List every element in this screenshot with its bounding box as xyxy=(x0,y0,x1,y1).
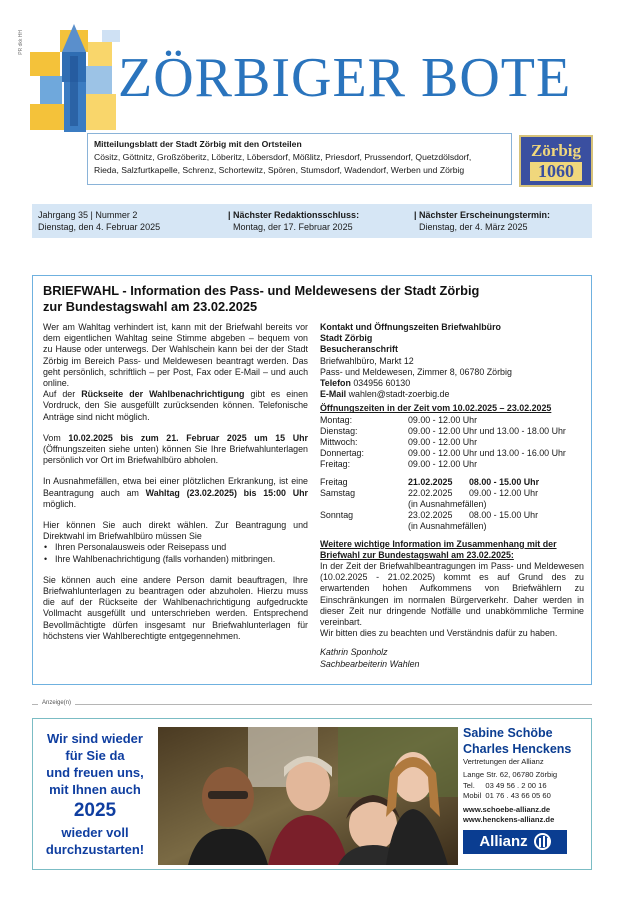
p3-bold: 10.02.2025 bis zum 21. Februar 2025 um 15 Uhr xyxy=(68,432,308,443)
table-row xyxy=(320,488,539,499)
print-code: PR dkk HH xyxy=(18,30,24,55)
contact-heading: Kontakt und Öffnungszeiten Briefwahlbüro xyxy=(320,322,501,332)
special-day: Samstag xyxy=(320,487,356,498)
p2-bold: Rückseite der Wahlbenachrichtigung xyxy=(81,389,245,400)
slogan-line: Wir sind wieder xyxy=(47,730,143,746)
allianz-logo xyxy=(463,830,567,854)
more-info-heading: Weitere wichtige Information im Zusammenhang mit der Briefwahl zur Bundestagswahl am 23.02.2025: xyxy=(320,538,557,560)
table-row xyxy=(320,510,539,521)
redaktion-label: | Nächster Redaktionsschluss: xyxy=(228,210,360,220)
erscheinung-date: Dienstag, der 4. März 2025 xyxy=(419,222,528,232)
p2-pre: Auf der xyxy=(43,389,82,400)
hours-day: Donnertag: xyxy=(320,448,364,459)
special-time: 08.00 - 15.00 Uhr xyxy=(469,476,540,487)
list-item: • Ihren Personalausweis oder Reisepass und xyxy=(43,542,308,553)
hours-time: 09.00 - 12.00 Uhr xyxy=(408,414,478,425)
newspaper-title: ZÖRBIGER BOTE xyxy=(118,47,572,109)
allianz-brand: Allianz xyxy=(479,832,528,850)
ad-label: Anzeige(n) xyxy=(38,700,75,706)
agent-role: Vertretungen der Allianz xyxy=(463,757,544,766)
team-photo xyxy=(158,727,458,865)
email-address[interactable]: wahlen@stadt-zoerbig.de xyxy=(348,389,450,400)
p2-post: gibt es einen Vordruck, den Sie ausgefüllt zurücksenden können. Telefonische Anträge sind nicht möglich. xyxy=(43,389,308,422)
special-date: 23.02.2025 xyxy=(408,510,453,521)
redaktionsschluss xyxy=(228,209,359,233)
table-row xyxy=(320,426,566,437)
agent-name-2: Charles Henckens xyxy=(463,742,572,756)
ortsteile-line-2: Rieda, Salzfurtkapelle, Schrenz, Schortewitz, Spören, Stumsdorf, Wadendorf, Werben und Zörbig xyxy=(94,165,465,175)
allianz-eagle-icon xyxy=(534,833,551,850)
slogan-year: 2025 xyxy=(73,799,117,821)
more-info-text: In der Zeit der Briefwahlbeantragungen im Pass- und Meldewesen (10.02.2025 - 21.02.2025) kommt es auf Grund des zu erwartenden hohen Aufkommens von Briefwählern zu Einschränkungen im normalen Bürgerverkehr. Daher werden in dieser Zeit nur dringende Notfälle und unabkömmliche Termine vereinbart. xyxy=(320,561,584,628)
requirements-list xyxy=(43,542,308,564)
paragraph-exception xyxy=(43,476,308,510)
hours-time: 09.00 - 12.00 Uhr xyxy=(408,437,478,448)
signature-role: Sachbearbeiterin Wahlen xyxy=(320,658,420,669)
paragraph-pickup xyxy=(43,433,308,467)
badge-year: 1060 xyxy=(530,162,582,181)
special-note: (in Ausnahmefällen) xyxy=(408,499,487,510)
contact-email xyxy=(320,389,584,400)
special-day: Freitag xyxy=(320,476,348,487)
paragraph-proxy: Sie können auch eine andere Person damit beauftragen, Ihre Briefwahlunterlagen zu beantragen oder abzuholen. Hierzu muss die auf der Rückseite der Wahlbenachrichtigung aufgedruckte Vollmacht ausgefüllt und unterschrieben werden. Entsprechend Bevollmächtigte dürfen insgesamt nur Briefwahlunterlagen für höchstens vier Wahlberechtigte entgegennehmen. xyxy=(43,574,308,641)
special-date: 21.02.2025 xyxy=(408,476,453,487)
contact-address-1: Briefwahlbüro, Markt 12 xyxy=(320,355,414,366)
slogan-line: mit Ihnen auch xyxy=(49,781,141,797)
special-hours-table xyxy=(320,477,539,533)
p3-pre: Vom xyxy=(43,432,69,443)
hours-heading: Öffnungszeiten in der Zeit vom 10.02.2025 – 23.02.2025 xyxy=(320,403,552,414)
closing-text: Wir bitten dies zu beachten und Verständnis dafür zu haben. xyxy=(320,628,558,639)
special-date: 22.02.2025 xyxy=(408,487,453,498)
hours-time: 09.00 - 12.00 Uhr und 13.00 - 18.00 Uhr xyxy=(408,425,566,436)
special-note: (in Ausnahmefällen) xyxy=(408,521,487,532)
phone-number: 034956 60130 xyxy=(353,378,411,389)
issue-info-bar xyxy=(32,204,592,238)
issue-number xyxy=(38,209,160,233)
subtitle-box xyxy=(87,133,512,185)
slogan-line: wieder voll xyxy=(61,824,129,840)
article-title-line-1: BRIEFWAHL - Information des Pass- und Meldewesens der Stadt Zörbig xyxy=(43,283,480,298)
p3-post: (Öffnungszeiten siehe unten) können Sie Ihre Briefwahlunterlagen persönlich vor Ort im Briefwahlbüro abholen. xyxy=(43,444,308,466)
email-label: E-Mail xyxy=(320,389,347,400)
p4-post: möglich. xyxy=(43,498,77,509)
contact-besucher: Besucheranschrift xyxy=(320,344,398,355)
issue-date: Dienstag, den 4. Februar 2025 xyxy=(38,222,161,232)
contact-city: Stadt Zörbig xyxy=(320,333,373,344)
article-title-line-2: zur Bundestagswahl am 23.02.2025 xyxy=(43,299,258,314)
agent-name-1: Sabine Schöbe xyxy=(463,726,553,740)
zoerbig-1060-badge xyxy=(519,135,593,187)
table-row xyxy=(320,448,566,459)
hours-day: Dienstag: xyxy=(320,425,358,436)
list-item: • Ihre Wahlbenachrichtigung (falls vorhanden) mitbringen. xyxy=(43,554,308,565)
phone-label: Telefon xyxy=(320,378,351,389)
table-row xyxy=(320,437,566,448)
jahrgang: Jahrgang 35 | Nummer 2 xyxy=(38,210,138,220)
agent-mobile: Mobil 01 76 . 43 66 05 60 xyxy=(463,790,551,800)
p4-pre: In Ausnahmefällen, etwa bei einer plötzlichen Erkrankung, ist eine Beantragung auch am xyxy=(43,476,308,498)
hours-day: Freitag: xyxy=(320,459,351,470)
hours-day: Montag: xyxy=(320,414,353,425)
agent-address: Lange Str. 62, 06780 Zörbig xyxy=(463,770,558,780)
redaktion-date: Montag, der 17. Februar 2025 xyxy=(233,222,353,232)
agent-phone: Tel. 03 49 56 . 2 00 16 xyxy=(463,780,547,790)
hours-time: 09.00 - 12.00 Uhr und 13.00 - 16.00 Uhr xyxy=(408,448,566,459)
slogan-line: durchzustarten! xyxy=(45,841,145,857)
table-row xyxy=(320,499,539,510)
briefwahl-article xyxy=(32,275,592,685)
opening-hours-table xyxy=(320,415,566,471)
ad-slogan xyxy=(33,719,157,868)
ortsteile-line-1: Cösitz, Göttnitz, Großzöberitz, Löberitz, Löbersdorf, Mößlitz, Priesdorf, Prussendorf, Quetzdölsdorf, xyxy=(94,152,472,162)
article-title xyxy=(43,283,581,315)
contact-address-2: Pass- und Meldewesen, Zimmer 8, 06780 Zörbig xyxy=(320,366,512,377)
website-link[interactable]: www.henckens-allianz.de xyxy=(463,815,555,825)
ad-contact xyxy=(463,725,588,854)
p4-bold: Wahltag (23.02.2025) bis 15:00 Uhr xyxy=(145,487,308,498)
subtitle: Mitteilungsblatt der Stadt Zörbig mit den Ortsteilen xyxy=(94,139,302,149)
website-link[interactable]: www.schoebe-allianz.de xyxy=(463,805,551,815)
signature-name: Kathrin Sponholz xyxy=(320,647,388,658)
article-right-column xyxy=(320,322,584,670)
table-row xyxy=(320,415,566,426)
allianz-advertisement[interactable] xyxy=(32,718,592,870)
slogan-line: für Sie da xyxy=(65,747,125,763)
paragraph-intro xyxy=(43,322,308,423)
slogan-line: und freuen uns, xyxy=(46,764,144,780)
special-time: 08.00 - 15.00 Uhr xyxy=(469,510,539,521)
contact-phone xyxy=(320,378,584,389)
hours-time: 09.00 - 12.00 Uhr xyxy=(408,459,478,470)
hours-day: Mittwoch: xyxy=(320,437,358,448)
p1-text: Wer am Wahltag verhindert ist, kann mit der Briefwahl bereits vor dem eigentlichen Wahltag seine Stimme abgeben – bequem von zu Hause oder unterwegs. Der Wahlschein kann bei der der Stadt Zörbig im Bereich Pass- und Meldewesen beantragt werden. Das geht persönlich, schriftlich – per Post, Fax oder E-Mail – und auch online. xyxy=(43,322,308,389)
special-time: 09.00 - 12.00 Uhr xyxy=(469,487,539,498)
erscheinungstermin xyxy=(414,209,550,233)
special-day: Sonntag xyxy=(320,510,354,521)
table-row xyxy=(320,521,539,532)
table-row xyxy=(320,477,539,488)
erscheinung-label: | Nächster Erscheinungstermin: xyxy=(414,210,551,220)
ad-divider xyxy=(32,704,592,705)
table-row xyxy=(320,459,566,470)
paragraph-direct: Hier können Sie auch direkt wählen. Zur Beantragung und Direktwahl im Briefwahlbüro müssen Sie xyxy=(43,520,308,542)
badge-town: Zörbig xyxy=(530,140,582,160)
article-left-column xyxy=(43,322,308,652)
town-logo-mosaic xyxy=(30,22,122,134)
